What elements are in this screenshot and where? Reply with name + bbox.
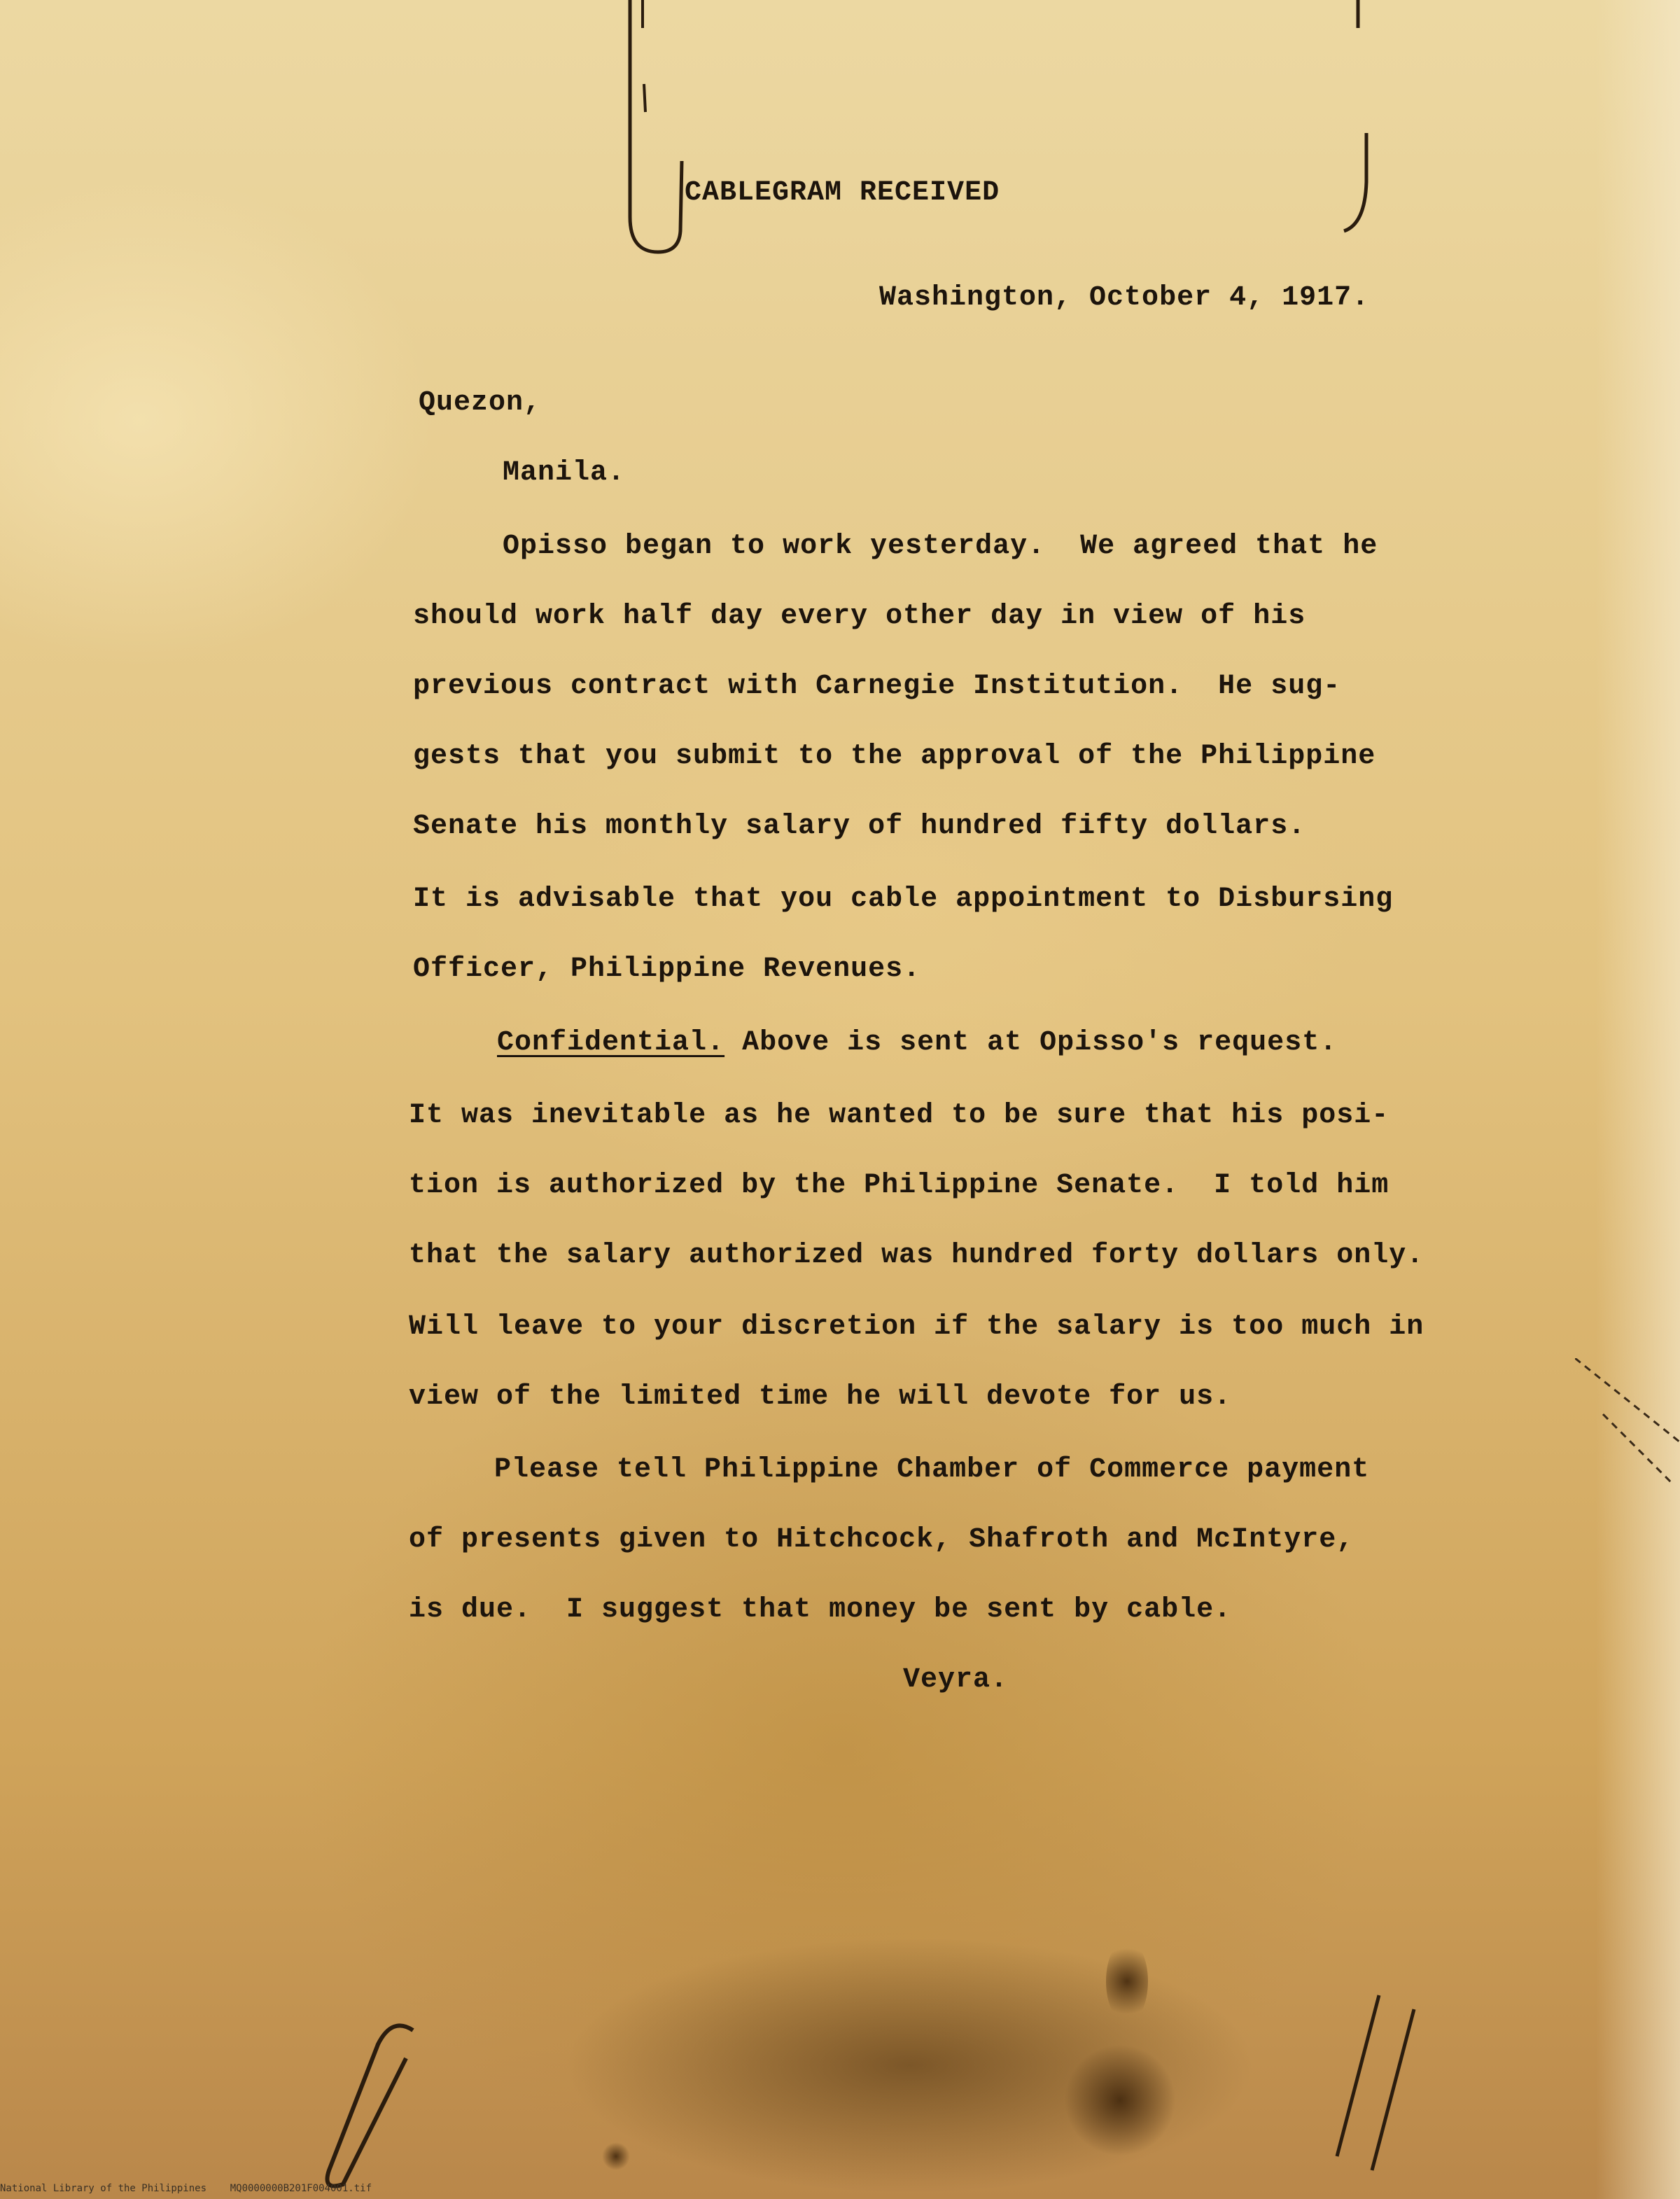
body-line: of presents given to Hitchcock, Shafroth and McIntyre, bbox=[409, 1524, 1354, 1556]
ink-stain bbox=[1106, 1939, 1148, 2023]
body-line: Opisso began to work yesterday. We agreed that he bbox=[503, 531, 1378, 562]
paperclip-top-left-icon bbox=[609, 0, 693, 259]
body-line: view of the limited time he will devote for us. bbox=[409, 1381, 1232, 1413]
tear-mark-icon bbox=[1575, 1358, 1680, 1498]
body-line: Please tell Philippine Chamber of Commerce payment bbox=[494, 1454, 1370, 1486]
addressee: Quezon, bbox=[419, 387, 542, 419]
body-line: Will leave to your discretion if the salary is too much in bbox=[409, 1311, 1424, 1343]
signature: Veyra. bbox=[903, 1664, 1009, 1696]
paperclip-bottom-left-icon bbox=[308, 2016, 434, 2198]
body-line: Officer, Philippine Revenues. bbox=[413, 954, 921, 985]
paperclip-top-right-icon bbox=[1330, 0, 1386, 238]
body-line: Senate his monthly salary of hundred fifty dollars. bbox=[413, 811, 1306, 842]
body-line: that the salary authorized was hundred forty dollars only. bbox=[409, 1240, 1424, 1271]
body-line: tion is authorized by the Philippine Senate. I told him bbox=[409, 1170, 1390, 1201]
dateline: Washington, October 4, 1917. bbox=[879, 282, 1370, 314]
body-line: It was inevitable as he wanted to be sure that his posi- bbox=[409, 1100, 1390, 1131]
body-line: should work half day every other day in view of his bbox=[413, 601, 1306, 632]
page-edge-light bbox=[1596, 0, 1680, 2199]
body-line: is due. I suggest that money be sent by cable. bbox=[409, 1594, 1232, 1626]
ink-stain bbox=[602, 2142, 630, 2170]
location: Manila. bbox=[503, 457, 626, 489]
archive-footer: National Library of the Philippines MQ0000000B201F004001.tif bbox=[0, 2183, 372, 2194]
confidential-line bbox=[497, 1026, 1337, 1060]
confidential-label: Confidential. bbox=[497, 1027, 725, 1059]
body-line-text: Above is sent at Opisso's request. bbox=[724, 1027, 1338, 1059]
ink-stain bbox=[1064, 2044, 1176, 2156]
body-line: It is advisable that you cable appointment to Disbursing bbox=[413, 884, 1394, 915]
body-line: previous contract with Carnegie Institution. He sug- bbox=[413, 671, 1341, 702]
body-line: gests that you submit to the approval of the Philippine bbox=[413, 741, 1376, 772]
paperclip-bottom-right-icon bbox=[1295, 1988, 1435, 2184]
document-heading: CABLEGRAM RECEIVED bbox=[685, 177, 1000, 209]
